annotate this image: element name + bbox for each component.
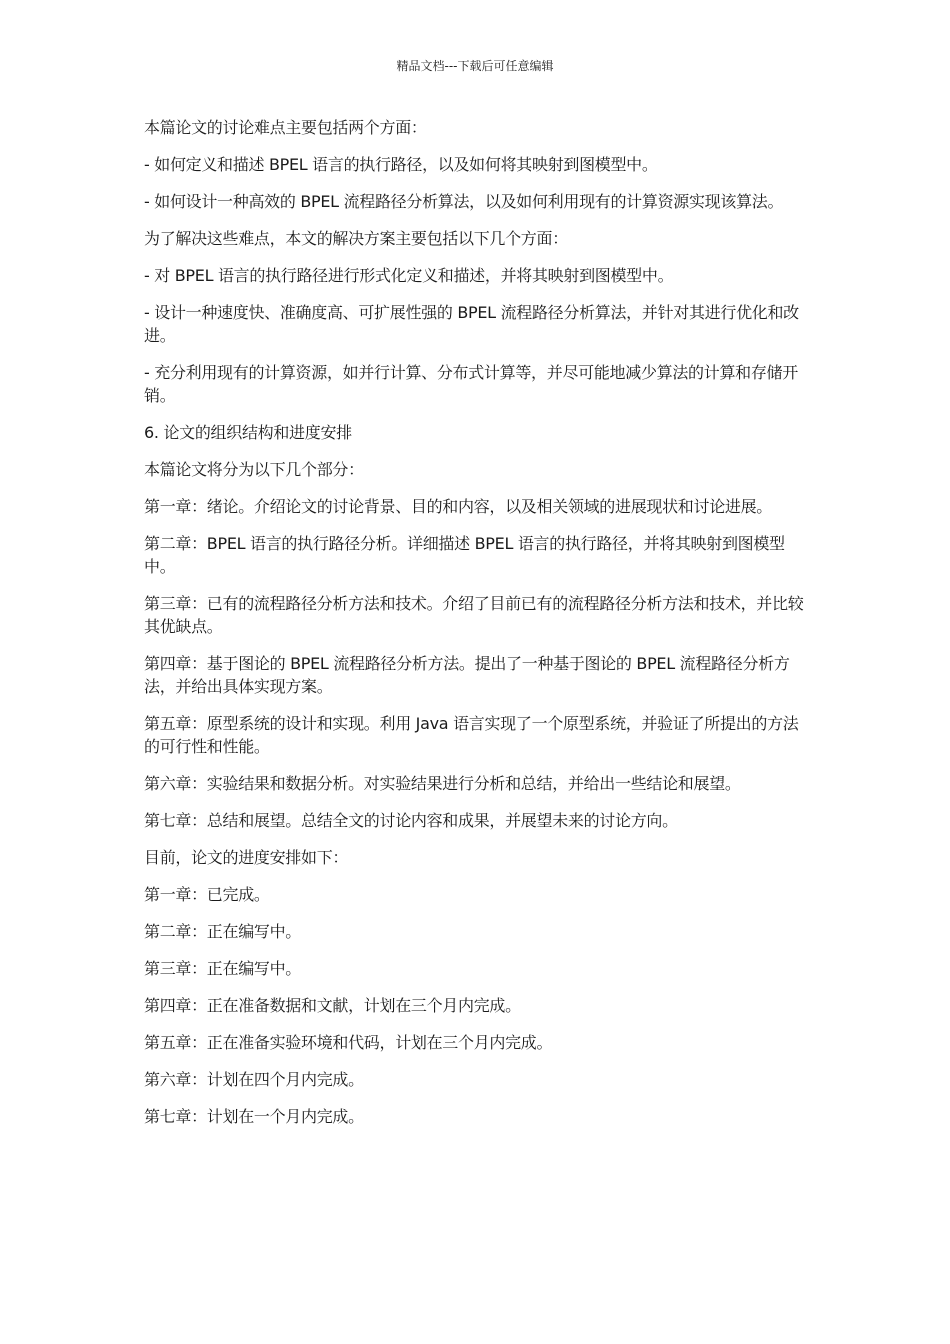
paragraph-progress-intro: 目前，论文的进度安排如下：	[144, 848, 349, 867]
paragraph-chapter-3: 第三章：已有的流程路径分析方法和技术。介绍了目前已有的流程路径分析方法和技术，并比较其优缺点。	[144, 594, 804, 636]
paragraph-solutions-intro: 为了解决这些难点，本文的解决方案主要包括以下几个方面：	[144, 229, 568, 248]
document-body	[144, 116, 812, 1142]
paragraph-difficulty-2: - 如何设计一种高效的 BPEL 流程路径分析算法，以及如何利用现有的计算资源实现该算法。	[144, 192, 784, 211]
section-heading: 6. 论文的组织结构和进度安排	[144, 423, 352, 442]
paragraph-progress-chapter-2: 第二章：正在编写中。	[144, 922, 302, 941]
paragraph-progress-chapter-7: 第七章：计划在一个月内完成。	[144, 1107, 364, 1126]
paragraph-progress-chapter-6: 第六章：计划在四个月内完成。	[144, 1070, 364, 1089]
paragraph-chapter-4: 第四章：基于图论的 BPEL 流程路径分析方法。提出了一种基于图论的 BPEL 流程路径分析方法，并给出具体实现方案。	[144, 654, 790, 696]
paragraph-progress-chapter-5: 第五章：正在准备实验环境和代码，计划在三个月内完成。	[144, 1033, 553, 1052]
page-header: 精品文档---下载后可任意编辑	[396, 59, 554, 73]
paragraph-chapter-2: 第二章：BPEL 语言的执行路径分析。详细描述 BPEL 语言的执行路径，并将其映射到图模型中。	[144, 534, 785, 576]
paragraph-chapter-7: 第七章：总结和展望。总结全文的讨论内容和成果，并展望未来的讨论方向。	[144, 811, 678, 830]
paragraph-chapter-5: 第五章：原型系统的设计和实现。利用 Java 语言实现了一个原型系统，并验证了所提出的方法的可行性和性能。	[144, 714, 799, 756]
paragraph-solution-1: - 对 BPEL 语言的执行路径进行形式化定义和描述，并将其映射到图模型中。	[144, 266, 674, 285]
paragraph-progress-chapter-4: 第四章：正在准备数据和文献，计划在三个月内完成。	[144, 996, 521, 1015]
paragraph-progress-chapter-3: 第三章：正在编写中。	[144, 959, 302, 978]
paragraph-difficulties-intro: 本篇论文的讨论难点主要包括两个方面：	[144, 118, 427, 137]
paragraph-solution-3: - 充分利用现有的计算资源，如并行计算、分布式计算等，并尽可能地减少算法的计算和存储开销。	[144, 363, 798, 405]
paragraph-chapter-1: 第一章：绪论。介绍论文的讨论背景、目的和内容，以及相关领域的进展现状和讨论进展。	[144, 497, 773, 516]
paragraph-difficulty-1: - 如何定义和描述 BPEL 语言的执行路径，以及如何将其映射到图模型中。	[144, 155, 658, 174]
paragraph-progress-chapter-1: 第一章：已完成。	[144, 885, 270, 904]
paragraph-structure-intro: 本篇论文将分为以下几个部分：	[144, 460, 364, 479]
paragraph-solution-2: - 设计一种速度快、准确度高、可扩展性强的 BPEL 流程路径分析算法，并针对其进行优化和改进。	[144, 303, 799, 345]
paragraph-chapter-6: 第六章：实验结果和数据分析。对实验结果进行分析和总结，并给出一些结论和展望。	[144, 774, 741, 793]
